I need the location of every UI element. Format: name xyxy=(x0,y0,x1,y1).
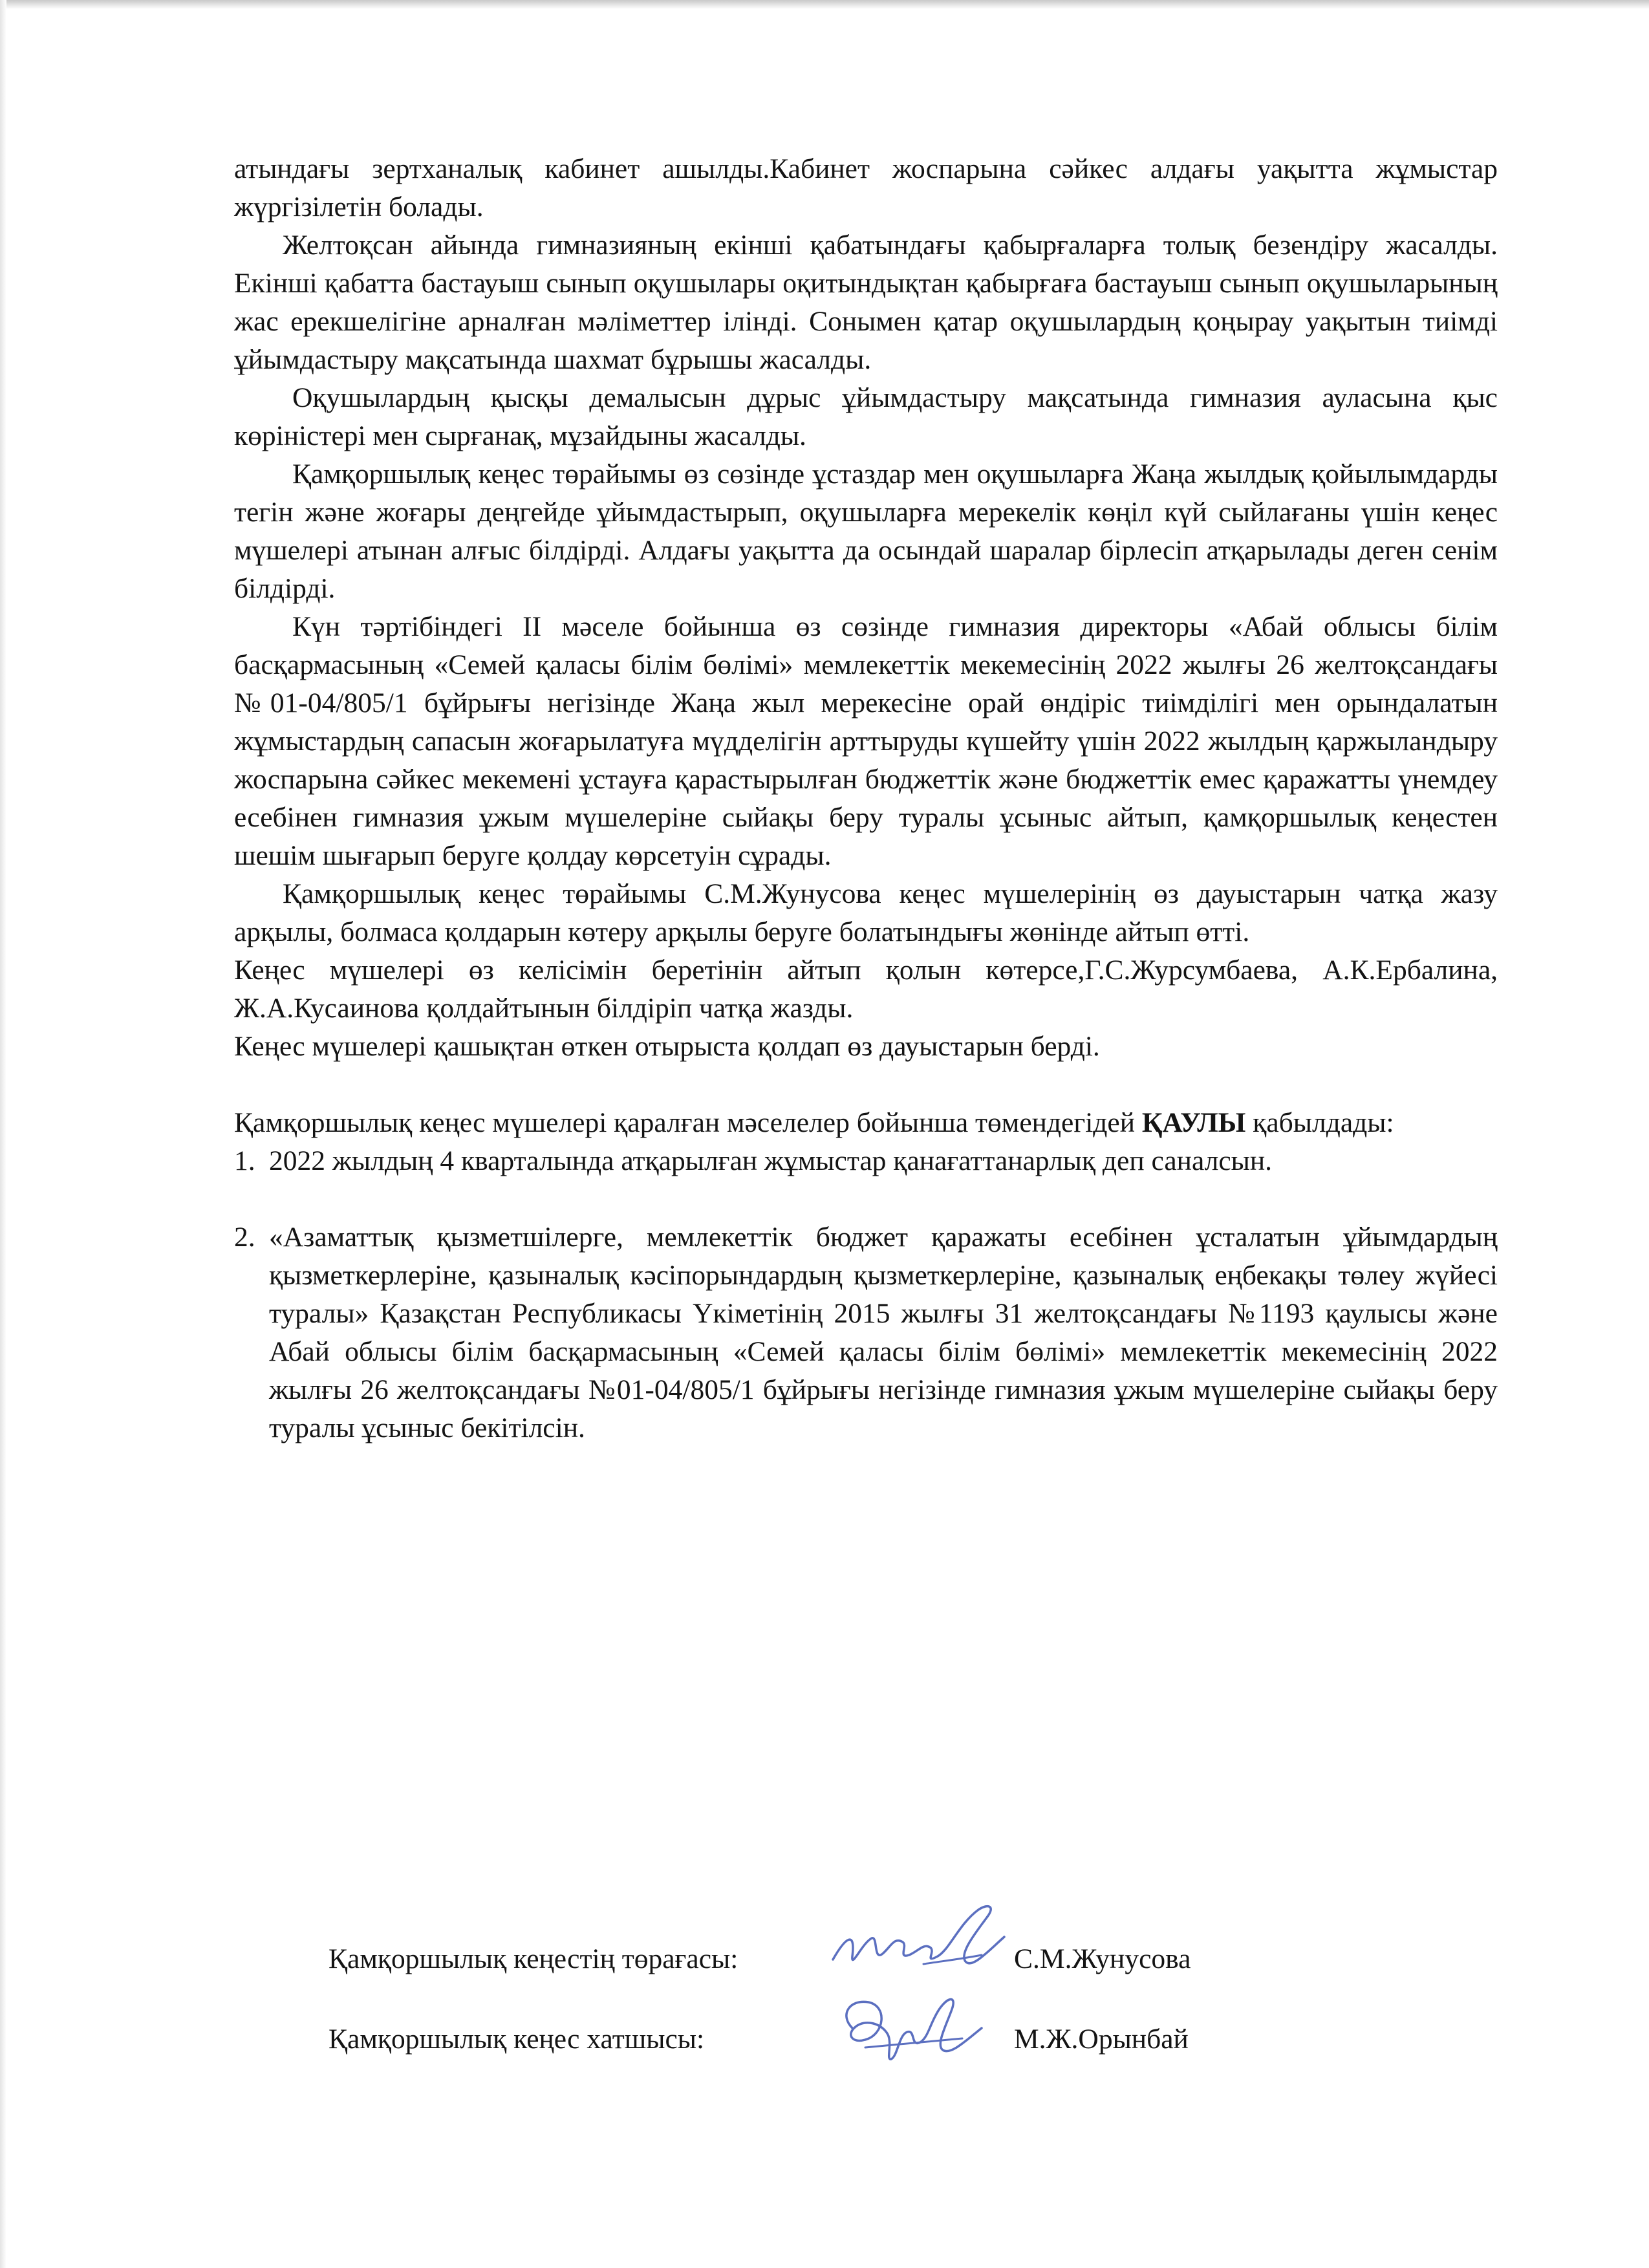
decision-item-2 xyxy=(234,1218,1498,1447)
paragraph-agenda-item-2: Күн тәртібіндегі II мәселе бойынша өз сөзінде гимназия директоры «Абай облысы білім басқармасының «Семей қаласы білім бөлімі» мемлекеттік мекемесінің 2022 жылғы 26 желтоқсандағы №01-04/805/1 бұйрығы негізінде Жаңа жыл мерекесіне орай өндіріс тиімділігі мен орындалатын жұмыстардың сапасын жоғарылатуға мүдделігін арттыруды күшейту үшін 2022 жылдың қаржыландыру жоспарына сәйкес мекемені ұстауға қарастырылған бюджеттік және бюджеттік емес қаражатты үнемдеу есебінен гимназия ұжым мүшелеріне сыйақы беру туралы ұсыныс айтып, қамқоршылық кеңестен шешім шығарып беруге қолдау көрсетуін сұрады. xyxy=(234,611,1498,871)
paragraph-lab-cabinet: атындағы зертханалық кабинет ашылды.Кабинет жоспарына сәйкес алдағы уақытта жұмыстар жүргізілетін болады. xyxy=(234,153,1498,222)
signature-block xyxy=(329,1940,1234,2101)
spacer xyxy=(234,1066,1498,1104)
signature-row-secretary xyxy=(329,2020,1234,2101)
chair-title: Қамқоршылық кеңестің төрағасы: xyxy=(329,1943,738,1974)
secretary-signature-mark xyxy=(826,1983,995,2073)
signature-row-chair xyxy=(329,1940,1234,2020)
decision-intro-end: қабылдады: xyxy=(1253,1107,1394,1138)
secretary-name: М.Ж.Орынбай xyxy=(1014,2024,1189,2055)
paragraph-decoration: Желтоқсан айында гимназияның екінші қабатындағы қабырғаларға толық безендіру жасалды. Екінші қабатта бастауыш сынып оқушылары оқитындықтан қабырғаға бастауыш сынып оқушыларының жас ерекшелігіне арналған мәліметтер ілінді. Сонымен қатар оқушылардың қоңырау уақытын тиімді ұйымдастыру мақсатында шахмат бұрышы жасалды. xyxy=(234,230,1498,375)
decision-keyword: ҚАУЛЫ xyxy=(1141,1107,1246,1138)
decision-item-1-text: 2022 жылдың 4 кварталында атқарылған жұмыстар қанағаттанарлық деп саналсын. xyxy=(269,1145,1273,1176)
scan-edge-shadow xyxy=(0,0,1649,9)
document-body xyxy=(234,150,1498,1447)
chair-signature-mark xyxy=(826,1892,1014,1989)
scan-edge-shadow-left xyxy=(0,0,6,2268)
paragraph-chair-thanks: Қамқоршылық кеңес төрайымы өз сөзінде ұстаздар мен оқушыларға Жаңа жылдық қойылымдарды тегін және жоғары деңгейде ұйымдастырып, оқушыларға мерекелік көңіл күй сыйлағаны үшін кеңес мүшелері атынан алғыс білдірді. Алдағы уақытта да осындай шаралар бірлесіп атқарылады деген сенім білдірді. xyxy=(234,459,1498,604)
decision-item-2-text: «Азаматтық қызметшілерге, мемлекеттік бюджет қаражаты есебінен ұсталатын ұйымдардың қызметкерлеріне, қазыналық кәсіпорындардың қызметкерлеріне, қазыналық еңбекақы төлеу жүйесі туралы» Қазақстан Республикасы Үкіметінің 2015 жылғы 31 желтоқсандағы №1193 қаулысы және Абай облысы білім басқармасының «Семей қаласы білім бөлімі» мемлекеттік мекемесінің 2022 жылғы 26 желтоқсандағы №01-04/805/1 бұйрығы негізінде гимназия ұжым мүшелеріне сыйақы беру туралы ұсыныс бекітілсін. xyxy=(269,1222,1498,1443)
chair-name: С.М.Жунусова xyxy=(1014,1943,1191,1974)
decision-intro xyxy=(234,1104,1498,1142)
decision-intro-text: Қамқоршылық кеңес мүшелері қаралған мәселелер бойынша төмендегідей xyxy=(234,1107,1135,1138)
decision-item-1 xyxy=(234,1142,1498,1180)
decision-item-2-number: 2. xyxy=(234,1222,255,1253)
secretary-title: Қамқоршылық кеңес хатшысы: xyxy=(329,2024,705,2055)
spacer xyxy=(234,1180,1498,1218)
paragraph-members-support: Кеңес мүшелері өз келісімін беретінін айтып қолын көтерсе,Г.С.Журсумбаева, А.К.Ербалина, Ж.А.Кусаинова қолдайтынын білдіріп чатқа жазды. xyxy=(234,955,1498,1024)
decision-item-1-number: 1. xyxy=(234,1145,255,1176)
paragraph-voting-method: Қамқоршылық кеңес төрайымы С.М.Жунусова кеңес мүшелерінің өз дауыстарын чатқа жазу арқылы, болмаса қолдарын көтеру арқылы беруге болатындығы жөнінде айтып өтті. xyxy=(234,878,1498,947)
paragraph-winter-holiday: Оқушылардың қысқы демалысын дұрыс ұйымдастыру мақсатында гимназия ауласына қыс көріністері мен сырғанақ, мұзайдыны жасалды. xyxy=(234,382,1498,451)
paragraph-remote-vote: Кеңес мүшелері қашықтан өткен отырыста қолдап өз дауыстарын берді. xyxy=(234,1031,1100,1062)
